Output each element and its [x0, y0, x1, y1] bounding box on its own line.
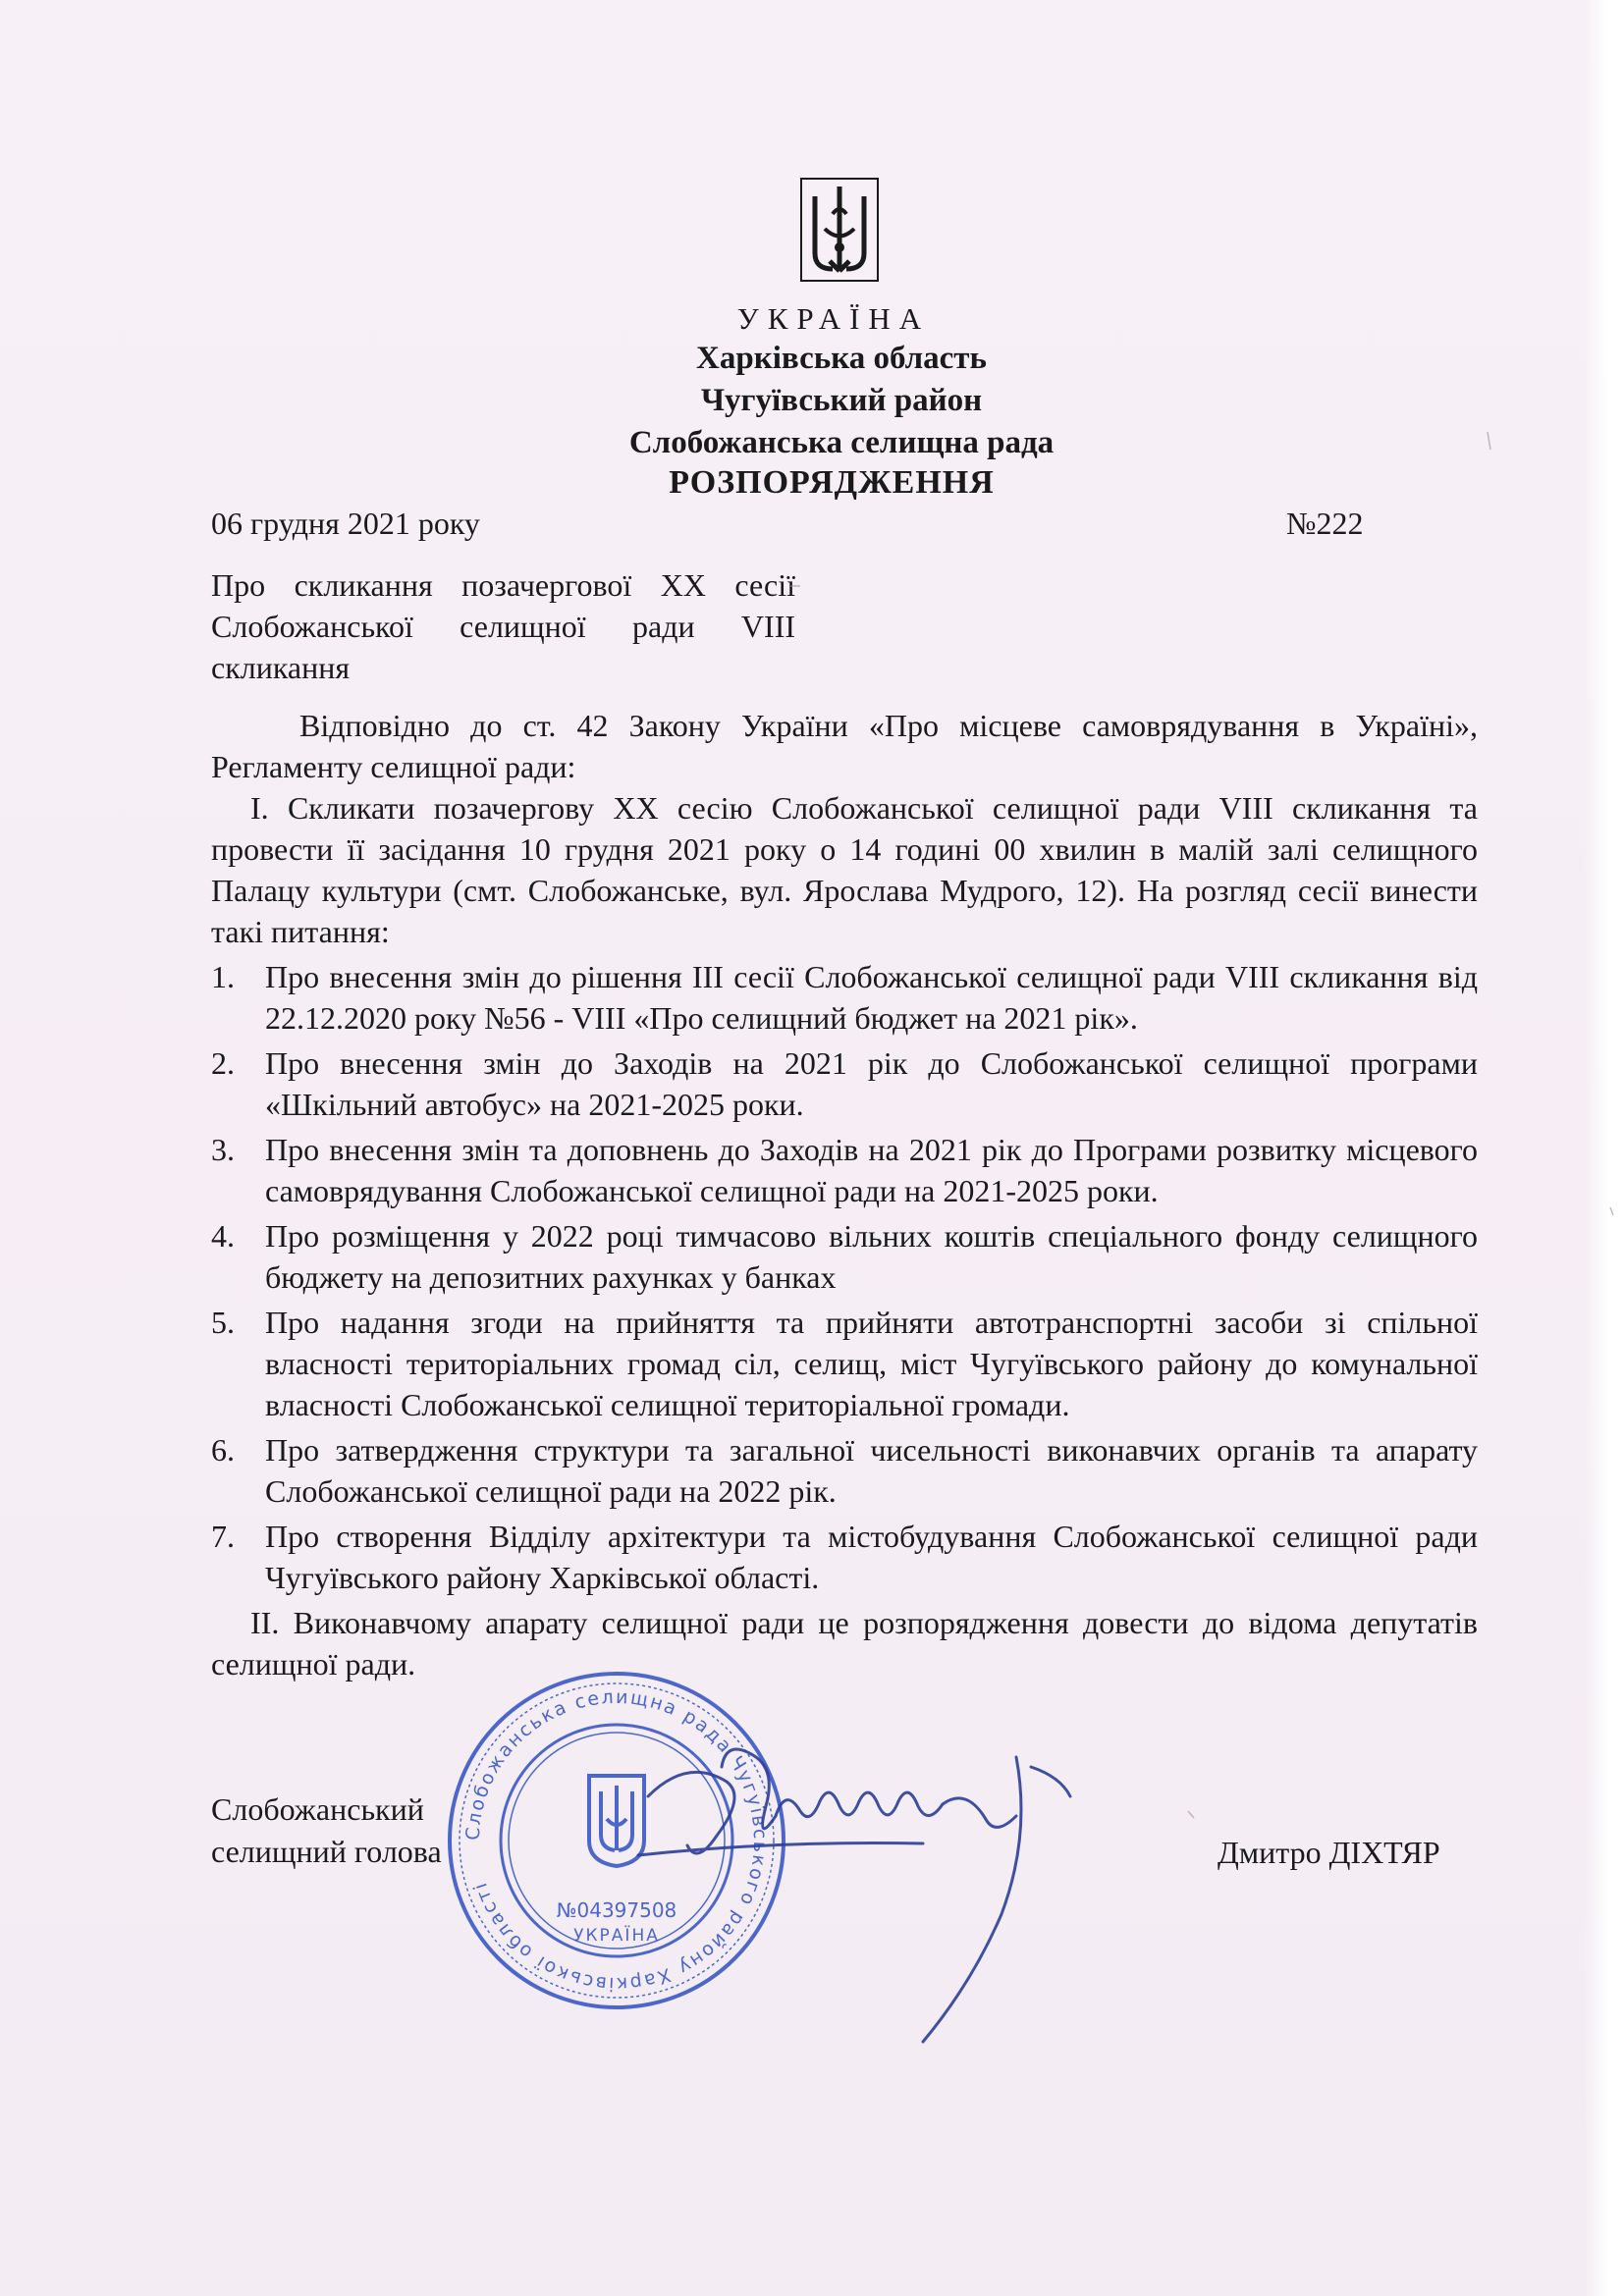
intro-paragraph: Відповідно до ст. 42 Закону України «Про місцеве самоврядування в Україні», Регламенту селищної ради:: [211, 708, 1478, 784]
document-type: РОЗПОРЯДЖЕННЯ: [669, 464, 995, 501]
stamp-outer-text: Слобожанська селищна рада Чугуївського району Харківської області: [461, 1685, 772, 1996]
agenda-item: [211, 1429, 1478, 1512]
document-number: №222: [1286, 506, 1364, 541]
agenda-item: [211, 1042, 1478, 1125]
document-subject: Про скликання позачергової ХХ сесії Слобожанської селищної ради VIII скликання: [211, 567, 795, 685]
handwritten-signature: [628, 1728, 1090, 2061]
agenda-item: [211, 1302, 1478, 1425]
agenda-list: [211, 956, 1478, 1598]
coat-of-arms-icon: [795, 175, 884, 307]
agenda-item-number: 6.: [211, 1432, 235, 1468]
agenda-item-number: 2.: [211, 1045, 235, 1081]
agenda-item-number: 7.: [211, 1519, 235, 1554]
agenda-item-text: Про внесення змін до рішення III сесії Слобожанської селищної ради VIII скликання від 22.12.2020 року №56 - VIII «Про селищний бюджет на 2021 рік».: [265, 959, 1478, 1036]
document-date: 06 грудня 2021 року: [211, 506, 480, 541]
signatory-name: Дмитро ДІХТЯР: [1218, 1835, 1440, 1870]
agenda-item-text: Про створення Відділу архітектури та містобудування Слобожанської селищної ради Чугуївського району Харківської області.: [265, 1519, 1478, 1595]
stamp-code: №04397508: [556, 1898, 677, 1922]
agenda-item: [211, 1516, 1478, 1598]
agenda-item-number: 5.: [211, 1305, 235, 1340]
header-region: Харківська область: [696, 341, 987, 376]
agenda-item-text: Про надання згоди на прийняття та прийняти автотранспортні засоби зі спільної власності територіальних громад сіл, селищ, міст Чугуївського району до комунальної власності Слобожанської селищної територіальної громади.: [265, 1305, 1478, 1422]
header-district: Чугуївський район: [700, 383, 983, 418]
agenda-item-text: Про внесення змін до Заходів на 2021 рік до Слобожанської селищної програми «Шкільний автобус» на 2021-2025 роки.: [265, 1045, 1478, 1122]
agenda-item-text: Про розміщення у 2022 році тимчасово вільних коштів спеціального фонду селищного бюджету на депозитних рахунках у банках: [265, 1218, 1478, 1295]
agenda-item-number: 1.: [211, 959, 235, 994]
agenda-item: [211, 1215, 1478, 1298]
signatory-position: [211, 1789, 442, 1873]
signatory-position-line2: селищний голова: [211, 1834, 442, 1869]
document-body: [211, 705, 1478, 1684]
section-1: I. Скликати позачергову ХХ сесію Слобожанської селищної ради VIII скликання та провести її засідання 10 грудня 2021 року о 14 годині 00 хвилин в малій залі селищного Палацу культури (смт. Слобожанське, вул. Ярослава Мудрого, 12). На розгляд сесії винести такі питання:: [211, 790, 1478, 949]
agenda-item-number: 4.: [211, 1218, 235, 1254]
agenda-item-text: Про внесення змін та доповнень до Заходів на 2021 рік до Програми розвитку місцевого самоврядування Слобожанської селищної ради на 2021-2025 роки.: [265, 1132, 1478, 1208]
agenda-item-number: 3.: [211, 1132, 235, 1167]
section-2: II. Виконавчому апарату селищної ради це розпорядження довести до відома депутатів селищної ради.: [211, 1605, 1478, 1682]
signatory-position-line1: Слобожанський: [211, 1791, 424, 1827]
stamp-country: УКРАЇНА: [573, 1926, 660, 1946]
header-council: Слобожанська селищна рада: [628, 425, 1055, 460]
header-country: УКРАЇНА: [736, 301, 931, 336]
agenda-item: [211, 1129, 1478, 1211]
agenda-item: [211, 956, 1478, 1039]
agenda-item-text: Про затвердження структури та загальної чисельності виконавчих органів та апарату Слобожанської селищної ради на 2022 рік.: [265, 1432, 1478, 1509]
